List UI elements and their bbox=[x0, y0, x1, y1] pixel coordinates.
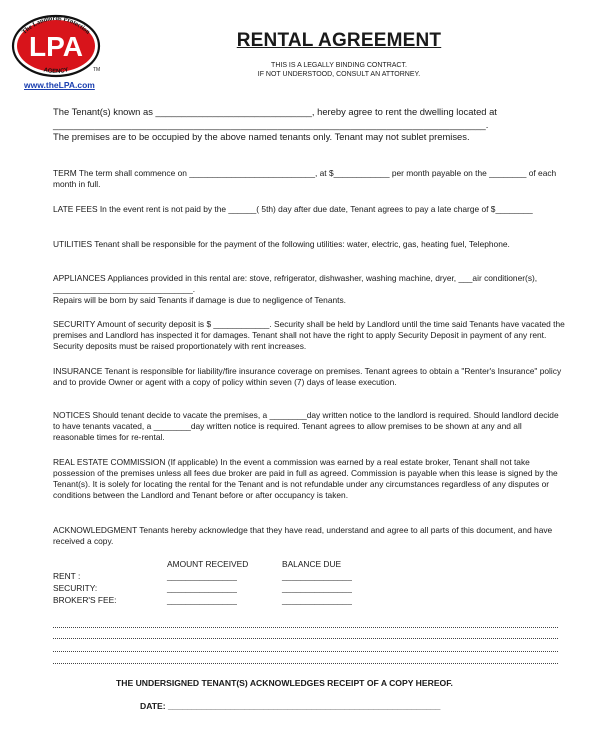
notices-text: NOTICES Should tenant decide to vacate the premises, a ________day written notice to the landlord is required. Should landlord decide to have tenants vacated, a ________day written notice is required. Tenant agrees to allow premises to be shown at any and all reasonable times for re-rental. bbox=[53, 410, 559, 442]
real-estate-commission-text: REAL ESTATE COMMISSION (If applicable) In the event a commission was earned by a real estate broker, Tenant shall not take possession of the premises unless all fees due broker are paid in full as agreed. Commission is payable when this lease is signed by the Tenant(s). It is solely for locating the rental for the Tenant and is not refundable under any circumstances regardless of any disputes or conditions between the Landlord and Tenant before or after occupancy is taken. bbox=[53, 457, 558, 500]
signature-line[interactable] bbox=[53, 638, 558, 639]
security-section bbox=[53, 319, 565, 352]
dwelling-address-blank: ___________________________________________________________________________________. bbox=[53, 118, 489, 130]
insurance-section bbox=[53, 366, 565, 388]
real-estate-commission-section bbox=[53, 457, 565, 501]
appliances-section bbox=[53, 273, 565, 306]
tenant-names-clause: The Tenant(s) known as ______________________________, hereby agree to rent the dwelling located at bbox=[53, 106, 497, 117]
rent-label: RENT : bbox=[53, 571, 81, 581]
acknowledgment-text: ACKNOWLEDGMENT Tenants hereby acknowledge that they have read, understand and agree to all parts of this document, and have received a copy. bbox=[53, 525, 553, 546]
rent-balance-blank[interactable]: _______________ bbox=[282, 571, 352, 581]
legal-notice-line-1: THIS IS A LEGALLY BINDING CONTRACT. bbox=[271, 62, 407, 69]
signature-line[interactable] bbox=[53, 663, 558, 664]
notices-section bbox=[53, 410, 565, 443]
document-title: RENTAL AGREEMENT bbox=[236, 30, 442, 51]
logo-tagline-top: The Landlords Protection bbox=[20, 14, 92, 36]
intro-section bbox=[53, 106, 565, 144]
term-section bbox=[53, 168, 565, 190]
security-label: SECURITY: bbox=[53, 583, 98, 593]
signature-line[interactable] bbox=[53, 627, 558, 628]
receipt-acknowledgment: THE UNDERSIGNED TENANT(S) ACKNOWLEDGES RECEIPT OF A COPY HEREOF. bbox=[116, 678, 453, 688]
utilities-section bbox=[53, 239, 565, 250]
security-text: SECURITY Amount of security deposit is $ ____________. Security shall be held by Landlord until the time said Tenants have vacated the premises and Landlord has inspected it for damages. Tenant shall not have the right to apply Security Deposit in payment of any rent. Security deposits must be raised proportionately with rent increases. bbox=[53, 319, 565, 351]
rent-amount-blank[interactable]: _______________ bbox=[167, 571, 237, 581]
amount-received-header: AMOUNT RECEIVED bbox=[167, 559, 249, 569]
insurance-text: INSURANCE Tenant is responsible for liability/fire insurance coverage on premises. Tenant agrees to obtain a "Renter's Insurance" policy and to provide Owner or agent with a copy of policy within seven (7) days of lease execution. bbox=[53, 366, 562, 387]
acknowledgment-section bbox=[53, 525, 565, 547]
occupancy-clause: The premises are to be occupied by the above named tenants only. Tenant may not sublet premises. bbox=[53, 131, 470, 142]
brokers-fee-amount-blank[interactable]: _______________ bbox=[167, 595, 237, 605]
balance-due-header: BALANCE DUE bbox=[282, 559, 342, 569]
date-field[interactable]: DATE: _________________________________________________________ bbox=[140, 701, 441, 711]
utilities-text: UTILITIES Tenant shall be responsible for the payment of the following utilities: water, electric, gas, heating fuel, Telephone. bbox=[53, 239, 510, 249]
logo-trademark: TM bbox=[93, 67, 101, 73]
appliances-text: APPLIANCES Appliances provided in this rental are: stove, refrigerator, dishwasher, washing machine, dryer, ___air conditioner(s), ______________________________. bbox=[53, 273, 538, 294]
late-fees-section bbox=[53, 204, 565, 215]
term-text: TERM The term shall commence on ___________________________, at $____________ per month payable on the ________ of each month in full. bbox=[53, 168, 557, 189]
repairs-text: Repairs will be born by said Tenants if damage is due to negligence of Tenants. bbox=[53, 295, 346, 305]
brokers-fee-label: BROKER'S FEE: bbox=[53, 595, 117, 605]
late-fees-text: LATE FEES In the event rent is not paid by the ______( 5th) day after due date, Tenant agrees to pay a late charge of $________ bbox=[53, 204, 533, 214]
logo-tagline-bottom: AGENCY bbox=[42, 67, 70, 76]
security-amount-blank[interactable]: _______________ bbox=[167, 583, 237, 593]
legal-notice-line-2: IF NOT UNDERSTOOD, CONSULT AN ATTORNEY. bbox=[257, 71, 421, 78]
security-balance-blank[interactable]: _______________ bbox=[282, 583, 352, 593]
lpa-website-link[interactable]: www.theLPA.com bbox=[24, 80, 95, 90]
signature-line[interactable] bbox=[53, 651, 558, 652]
logo-letters: LPA bbox=[29, 31, 83, 62]
brokers-fee-balance-blank[interactable]: _______________ bbox=[282, 595, 352, 605]
